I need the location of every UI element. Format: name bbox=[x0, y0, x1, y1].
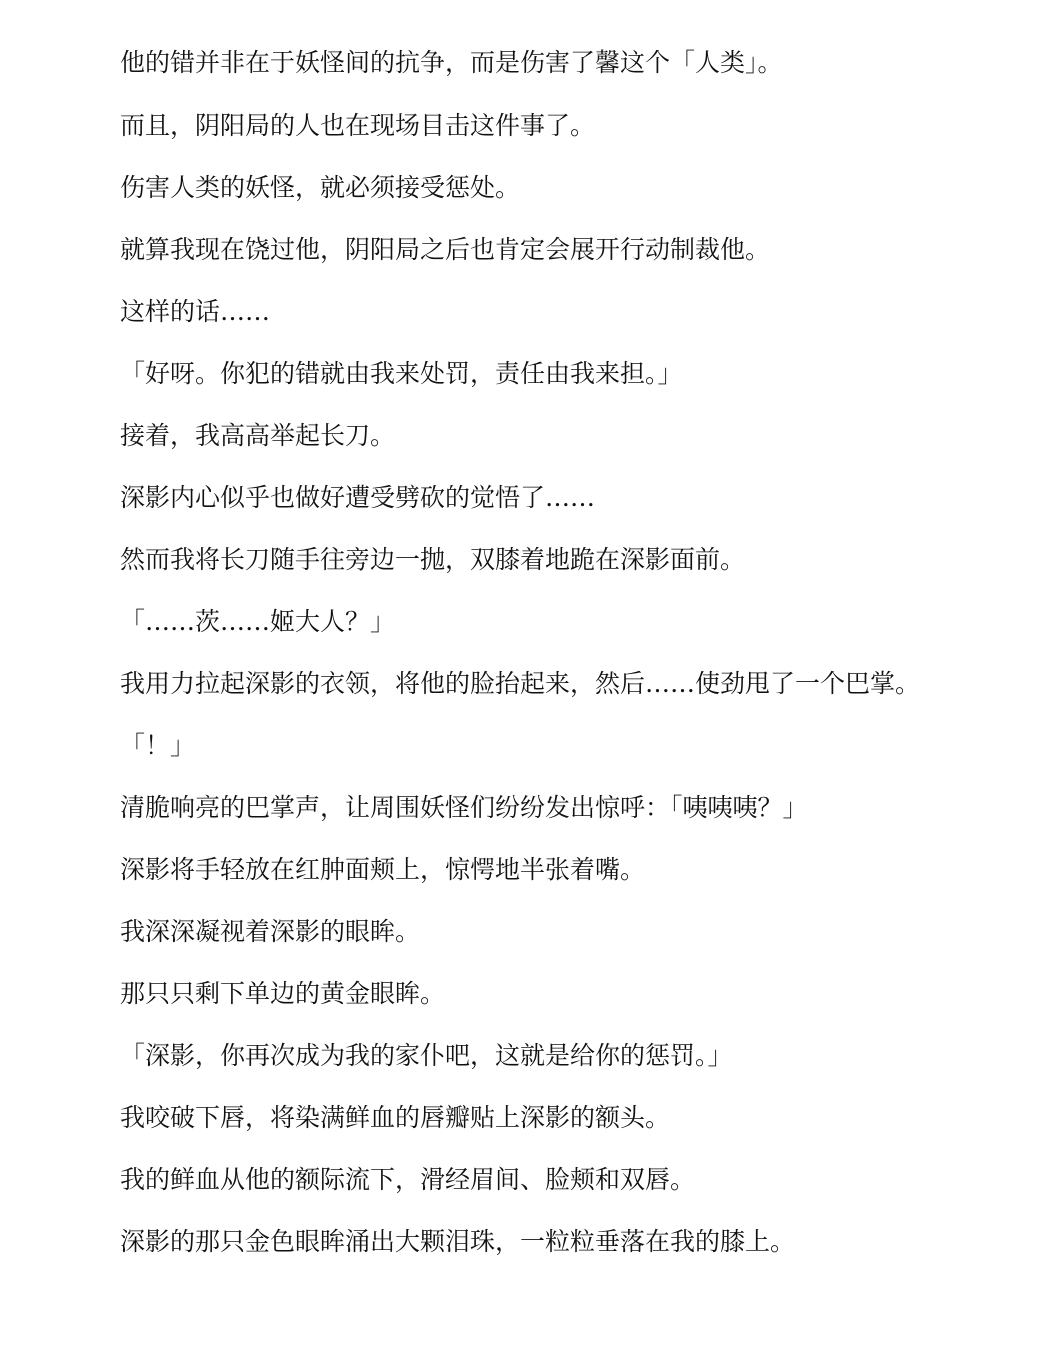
paragraph-15: 我深深凝视着深影的眼眸。 bbox=[120, 917, 421, 946]
paragraph-7: 接着，我高高举起长刀。 bbox=[120, 421, 396, 450]
paragraph-8: 深影内心似乎也做好遭受劈砍的觉悟了…… bbox=[120, 483, 596, 512]
paragraph-14: 深影将手轻放在红肿面颊上，惊愕地半张着嘴。 bbox=[120, 855, 646, 884]
paragraph-12: 「！」 bbox=[120, 731, 196, 760]
paragraph-10: 「……茨……姬大人？」 bbox=[120, 607, 396, 636]
paragraph-17: 「深影，你再次成为我的家仆吧，这就是给你的惩罚。」 bbox=[120, 1041, 733, 1070]
paragraph-19: 我的鲜血从他的额际流下，滑经眉间、脸颊和双唇。 bbox=[120, 1165, 696, 1194]
paragraph-3: 伤害人类的妖怪，就必须接受惩处。 bbox=[120, 173, 521, 202]
paragraph-20: 深影的那只金色眼眸涌出大颗泪珠，一粒粒垂落在我的膝上。 bbox=[120, 1227, 796, 1256]
paragraph-11: 我用力拉起深影的衣领，将他的脸抬起来，然后……使劲甩了一个巴掌。 bbox=[120, 669, 921, 698]
paragraph-9: 然而我将长刀随手往旁边一抛，双膝着地跪在深影面前。 bbox=[120, 545, 746, 574]
paragraph-6: 「好呀。你犯的错就由我来处罚，责任由我来担。」 bbox=[120, 359, 683, 388]
paragraph-4: 就算我现在饶过他，阴阳局之后也肯定会展开行动制裁他。 bbox=[120, 235, 771, 264]
paragraph-5: 这样的话…… bbox=[120, 297, 271, 326]
paragraph-18: 我咬破下唇，将染满鲜血的唇瓣贴上深影的额头。 bbox=[120, 1103, 671, 1132]
paragraph-2: 而且，阴阳局的人也在现场目击这件事了。 bbox=[120, 111, 596, 140]
paragraph-13: 清脆响亮的巴掌声，让周围妖怪们纷纷发出惊呼：「咦咦咦？」 bbox=[120, 793, 808, 822]
paragraph-16: 那只只剩下单边的黄金眼眸。 bbox=[120, 979, 446, 1008]
paragraph-1: 他的错并非在于妖怪间的抗争，而是伤害了馨这个「人类」。 bbox=[120, 48, 783, 77]
